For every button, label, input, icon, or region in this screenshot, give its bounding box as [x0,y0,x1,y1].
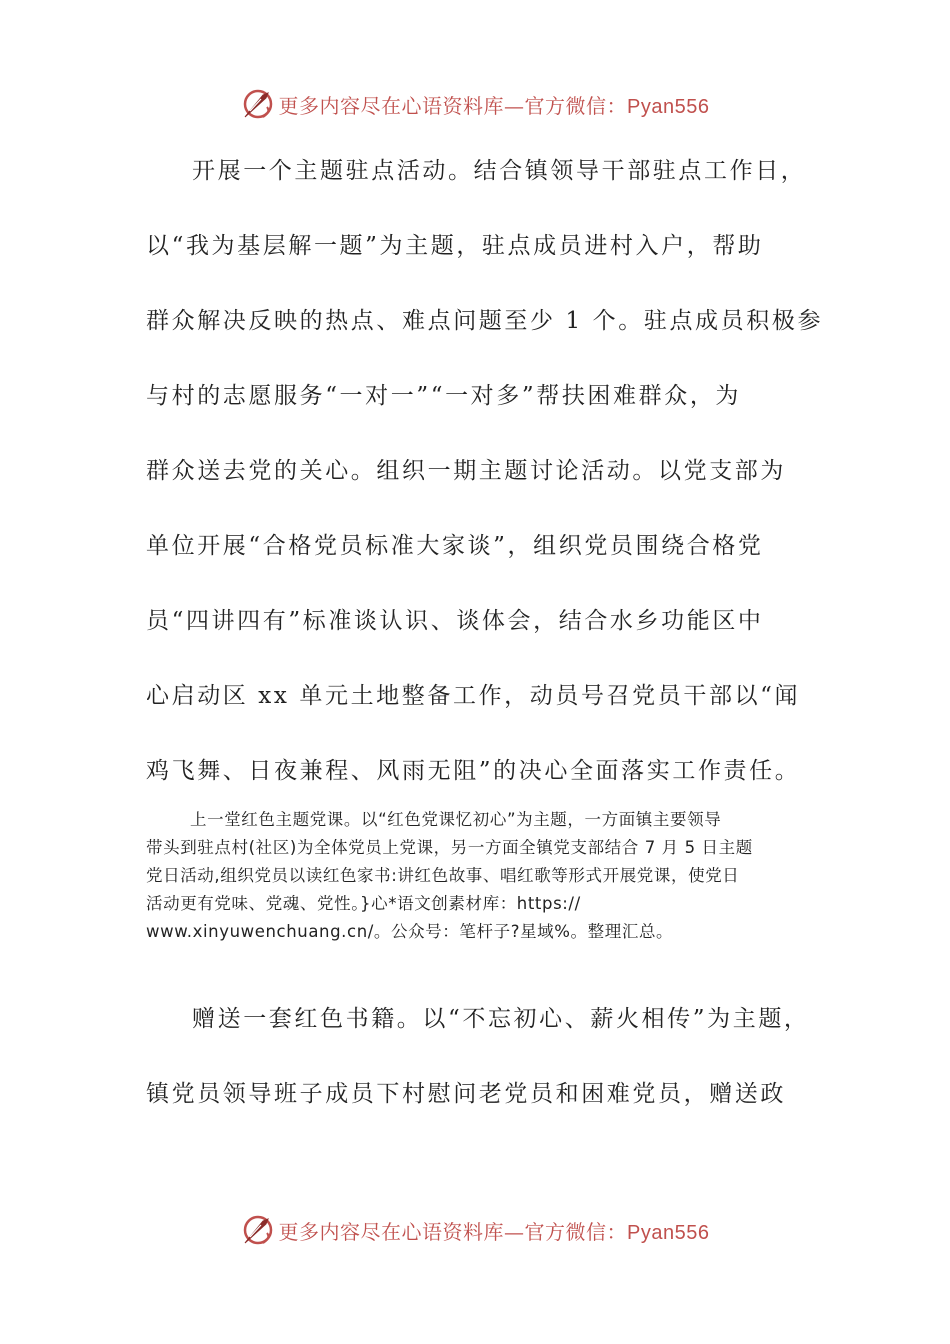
header-wechat-id: Pyan556 [627,95,710,118]
body-paragraph-small [146,806,812,946]
small-body-line: 带头到驻点村(社区)为全体党员上党课，另一方面全镇党支部结合 7 月 5 日主题 [146,838,753,857]
quill-logo-icon [241,87,275,121]
quill-logo-icon [241,1213,275,1247]
body-line: 与村的志愿服务“一对一”“一对多”帮扶困难群众，为 [146,383,742,409]
body-line: 群众解决反映的热点、难点问题至少 1 个。驻点成员积极参 [146,308,824,334]
body-line: 群众送去党的关心。组织一期主题讨论活动。以党支部为 [146,458,786,484]
body-line: 开展一个主题驻点活动。结合镇领导干部驻点工作日， [192,158,807,184]
body-line: 单位开展“合格党员标准大家谈”，组织党员围绕合格党 [146,533,764,559]
footer-wechat-id: Pyan556 [627,1221,710,1244]
body-line: 以“我为基层解一题”为主题，驻点成员进村入户，帮助 [146,233,764,259]
footer-banner-label: 更多内容尽在心语资料库—官方微信： [278,1219,628,1244]
small-body-line: 活动更有党味、党魂、党性。}心*语文创素材库：https:// [146,894,581,913]
small-body-line: 上一堂红色主题党课。以“红色党课忆初心”为主题，一方面镇主要领导 [190,810,722,829]
body-paragraph-1 [146,146,824,821]
small-body-line: 党日活动,组织党员以读红色家书:讲红色故事、唱红歌等形式开展党课，使党日 [146,866,740,885]
footer-banner-text [279,1216,710,1245]
body-paragraph-2 [146,994,816,1144]
header-banner-text [279,90,710,119]
header-banner-label: 更多内容尽在心语资料库—官方微信： [278,93,628,118]
body-line: 鸡飞舞、日夜兼程、风雨无阻”的决心全面落实工作责任。 [146,758,801,784]
body-line: 心启动区 xx 单元土地整备工作，动员号召党员干部以“闻 [146,683,801,709]
body-line: 赠送一套红色书籍。以“不忘初心、薪火相传”为主题， [192,1006,810,1032]
footer-watermark-banner [0,1210,950,1250]
header-watermark-banner [0,84,950,124]
body-line: 镇党员领导班子成员下村慰问老党员和困难党员，赠送政 [146,1081,786,1107]
body-line: 员“四讲四有”标准谈认识、谈体会，结合水乡功能区中 [146,608,764,634]
small-body-line: www.xinyuwenchuang.cn/。公众号：笔杆子?星域%。整理汇总。 [146,922,674,941]
